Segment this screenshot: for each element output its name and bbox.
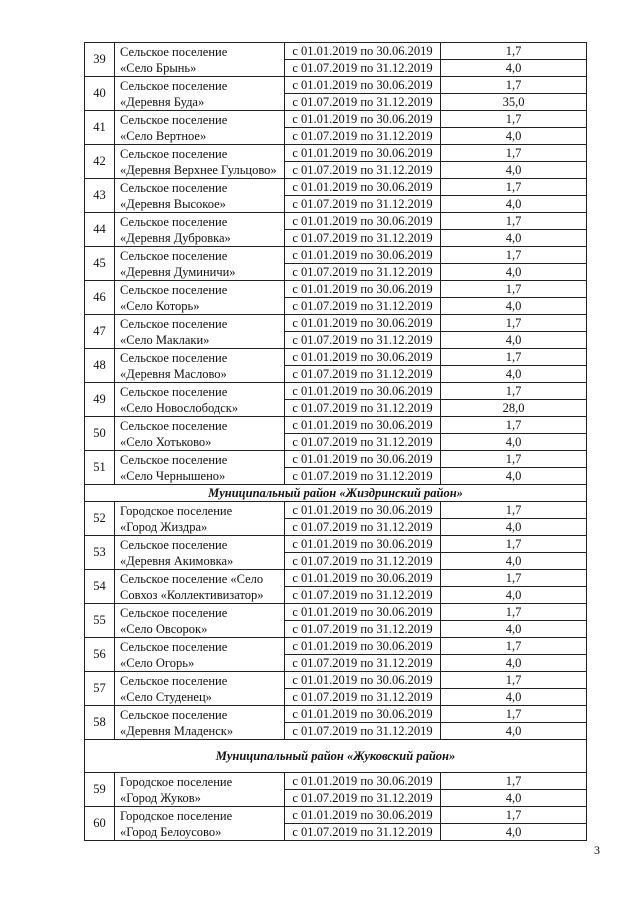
- settlement-title: «Город Жиздра»: [120, 519, 208, 534]
- settlement-title: «Город Белоусово»: [120, 824, 222, 839]
- period-first-half: с 01.01.2019 по 30.06.2019: [285, 349, 441, 366]
- settlement-name: [115, 349, 285, 383]
- row-number: 59: [85, 773, 115, 807]
- rate-first-half: 1,7: [441, 111, 587, 128]
- settlement-title: «Деревня Младенск»: [120, 723, 234, 738]
- settlement-type: Сельское поселение: [120, 146, 228, 161]
- table-row: [85, 247, 587, 264]
- rate-second-half: 4,0: [441, 790, 587, 807]
- rate-first-half: 1,7: [441, 43, 587, 60]
- settlement-type: Сельское поселение: [120, 605, 228, 620]
- rate-second-half: 4,0: [441, 230, 587, 247]
- rate-first-half: 1,7: [441, 247, 587, 264]
- rate-second-half: 35,0: [441, 94, 587, 111]
- settlement-type: Сельское поселение «Село: [120, 571, 264, 586]
- settlement-type: Городское поселение: [120, 808, 233, 823]
- table-row: [85, 536, 587, 553]
- table-row: [85, 604, 587, 621]
- table-row: [85, 807, 587, 824]
- period-first-half: с 01.01.2019 по 30.06.2019: [285, 77, 441, 94]
- settlement-name: [115, 570, 285, 604]
- settlement-type: Сельское поселение: [120, 418, 228, 433]
- rate-first-half: 1,7: [441, 807, 587, 824]
- row-number: 50: [85, 417, 115, 451]
- period-second-half: с 01.07.2019 по 31.12.2019: [285, 94, 441, 111]
- settlement-type: Сельское поселение: [120, 112, 228, 127]
- period-first-half: с 01.01.2019 по 30.06.2019: [285, 111, 441, 128]
- period-second-half: с 01.07.2019 по 31.12.2019: [285, 587, 441, 604]
- period-first-half: с 01.01.2019 по 30.06.2019: [285, 281, 441, 298]
- settlement-title: «Село Новослободск»: [120, 400, 239, 415]
- row-number: 40: [85, 77, 115, 111]
- settlement-name: [115, 247, 285, 281]
- table-body: [85, 43, 587, 841]
- row-number: 57: [85, 672, 115, 706]
- settlement-name: [115, 807, 285, 841]
- settlement-title: «Деревня Верхнее Гульцово»: [120, 162, 277, 177]
- settlement-name: [115, 383, 285, 417]
- rate-second-half: 4,0: [441, 128, 587, 145]
- settlement-title: «Деревня Думиничи»: [120, 264, 236, 279]
- settlement-name: [115, 604, 285, 638]
- row-number: 48: [85, 349, 115, 383]
- table-row: [85, 77, 587, 94]
- rate-first-half: 1,7: [441, 570, 587, 587]
- settlement-title: «Деревня Акимовка»: [120, 553, 234, 568]
- row-number: 56: [85, 638, 115, 672]
- tariff-table: [84, 42, 587, 841]
- settlement-type: Городское поселение: [120, 503, 233, 518]
- period-second-half: с 01.07.2019 по 31.12.2019: [285, 824, 441, 841]
- row-number: 47: [85, 315, 115, 349]
- section-title: Муниципальный район «Жуковский район»: [85, 740, 587, 773]
- rate-second-half: 4,0: [441, 553, 587, 570]
- row-number: 49: [85, 383, 115, 417]
- section-row: [85, 740, 587, 773]
- table-row: [85, 179, 587, 196]
- rate-second-half: 4,0: [441, 468, 587, 485]
- settlement-title: «Село Брынь»: [120, 60, 197, 75]
- settlement-type: Сельское поселение: [120, 673, 228, 688]
- table-row: [85, 281, 587, 298]
- settlement-name: [115, 145, 285, 179]
- table-row: [85, 638, 587, 655]
- period-second-half: с 01.07.2019 по 31.12.2019: [285, 298, 441, 315]
- table-row: [85, 43, 587, 60]
- settlement-type: Сельское поселение: [120, 214, 228, 229]
- row-number: 44: [85, 213, 115, 247]
- settlement-type: Сельское поселение: [120, 384, 228, 399]
- settlement-title: «Село Студенец»: [120, 689, 212, 704]
- settlement-title: «Село Которь»: [120, 298, 200, 313]
- settlement-title: «Село Огорь»: [120, 655, 195, 670]
- rate-second-half: 4,0: [441, 264, 587, 281]
- period-second-half: с 01.07.2019 по 31.12.2019: [285, 196, 441, 213]
- settlement-type: Сельское поселение: [120, 282, 228, 297]
- rate-second-half: 4,0: [441, 298, 587, 315]
- settlement-title: «Село Хотьково»: [120, 434, 212, 449]
- settlement-type: Сельское поселение: [120, 537, 228, 552]
- row-number: 42: [85, 145, 115, 179]
- period-second-half: с 01.07.2019 по 31.12.2019: [285, 434, 441, 451]
- settlement-type: Сельское поселение: [120, 180, 228, 195]
- period-first-half: с 01.01.2019 по 30.06.2019: [285, 451, 441, 468]
- settlement-title: Совхоз «Коллективизатор»: [120, 587, 264, 602]
- row-number: 55: [85, 604, 115, 638]
- settlement-name: [115, 638, 285, 672]
- settlement-title: «Село Маклаки»: [120, 332, 210, 347]
- table-row: [85, 383, 587, 400]
- rate-first-half: 1,7: [441, 536, 587, 553]
- rate-second-half: 4,0: [441, 332, 587, 349]
- period-first-half: с 01.01.2019 по 30.06.2019: [285, 638, 441, 655]
- period-second-half: с 01.07.2019 по 31.12.2019: [285, 790, 441, 807]
- row-number: 45: [85, 247, 115, 281]
- settlement-type: Сельское поселение: [120, 350, 228, 365]
- row-number: 60: [85, 807, 115, 841]
- table-row: [85, 111, 587, 128]
- rate-second-half: 4,0: [441, 655, 587, 672]
- rate-first-half: 1,7: [441, 179, 587, 196]
- row-number: 58: [85, 706, 115, 740]
- period-first-half: с 01.01.2019 по 30.06.2019: [285, 315, 441, 332]
- settlement-name: [115, 502, 285, 536]
- section-title: Муниципальный район «Жиздринский район»: [85, 485, 587, 502]
- rate-second-half: 4,0: [441, 587, 587, 604]
- settlement-name: [115, 451, 285, 485]
- row-number: 51: [85, 451, 115, 485]
- period-first-half: с 01.01.2019 по 30.06.2019: [285, 570, 441, 587]
- rate-first-half: 1,7: [441, 349, 587, 366]
- rate-first-half: 1,7: [441, 638, 587, 655]
- rate-first-half: 1,7: [441, 451, 587, 468]
- period-second-half: с 01.07.2019 по 31.12.2019: [285, 128, 441, 145]
- table-row: [85, 773, 587, 790]
- rate-first-half: 1,7: [441, 213, 587, 230]
- rate-second-half: 4,0: [441, 366, 587, 383]
- rate-first-half: 1,7: [441, 672, 587, 689]
- period-second-half: с 01.07.2019 по 31.12.2019: [285, 655, 441, 672]
- settlement-type: Сельское поселение: [120, 78, 228, 93]
- rate-first-half: 1,7: [441, 315, 587, 332]
- row-number: 53: [85, 536, 115, 570]
- period-first-half: с 01.01.2019 по 30.06.2019: [285, 179, 441, 196]
- period-second-half: с 01.07.2019 по 31.12.2019: [285, 60, 441, 77]
- settlement-type: Сельское поселение: [120, 248, 228, 263]
- period-first-half: с 01.01.2019 по 30.06.2019: [285, 502, 441, 519]
- rate-second-half: 4,0: [441, 519, 587, 536]
- rate-second-half: 4,0: [441, 60, 587, 77]
- table-row: [85, 315, 587, 332]
- period-first-half: с 01.01.2019 по 30.06.2019: [285, 807, 441, 824]
- rate-first-half: 1,7: [441, 706, 587, 723]
- row-number: 39: [85, 43, 115, 77]
- settlement-title: «Деревня Буда»: [120, 94, 205, 109]
- rate-second-half: 28,0: [441, 400, 587, 417]
- rate-first-half: 1,7: [441, 77, 587, 94]
- rate-first-half: 1,7: [441, 383, 587, 400]
- rate-second-half: 4,0: [441, 689, 587, 706]
- settlement-name: [115, 536, 285, 570]
- row-number: 46: [85, 281, 115, 315]
- rate-first-half: 1,7: [441, 417, 587, 434]
- period-first-half: с 01.01.2019 по 30.06.2019: [285, 247, 441, 264]
- settlement-name: [115, 315, 285, 349]
- row-number: 54: [85, 570, 115, 604]
- settlement-title: «Деревня Дубровка»: [120, 230, 231, 245]
- settlement-name: [115, 111, 285, 145]
- rate-second-half: 4,0: [441, 434, 587, 451]
- table-row: [85, 349, 587, 366]
- row-number: 41: [85, 111, 115, 145]
- settlement-title: «Деревня Маслово»: [120, 366, 227, 381]
- period-second-half: с 01.07.2019 по 31.12.2019: [285, 723, 441, 740]
- period-first-half: с 01.01.2019 по 30.06.2019: [285, 213, 441, 230]
- table-row: [85, 451, 587, 468]
- rate-first-half: 1,7: [441, 145, 587, 162]
- settlement-title: «Село Вертное»: [120, 128, 207, 143]
- rate-first-half: 1,7: [441, 281, 587, 298]
- rate-second-half: 4,0: [441, 162, 587, 179]
- settlement-type: Городское поселение: [120, 774, 233, 789]
- settlement-name: [115, 706, 285, 740]
- period-second-half: с 01.07.2019 по 31.12.2019: [285, 264, 441, 281]
- period-second-half: с 01.07.2019 по 31.12.2019: [285, 400, 441, 417]
- settlement-title: «Село Овсорок»: [120, 621, 208, 636]
- period-first-half: с 01.01.2019 по 30.06.2019: [285, 383, 441, 400]
- rate-second-half: 4,0: [441, 723, 587, 740]
- rate-first-half: 1,7: [441, 502, 587, 519]
- table-row: [85, 570, 587, 587]
- settlement-name: [115, 672, 285, 706]
- section-row: [85, 485, 587, 502]
- period-first-half: с 01.01.2019 по 30.06.2019: [285, 706, 441, 723]
- settlement-name: [115, 179, 285, 213]
- row-number: 52: [85, 502, 115, 536]
- period-second-half: с 01.07.2019 по 31.12.2019: [285, 519, 441, 536]
- settlement-title: «Село Чернышено»: [120, 468, 226, 483]
- table-row: [85, 145, 587, 162]
- settlement-name: [115, 773, 285, 807]
- row-number: 43: [85, 179, 115, 213]
- table-row: [85, 502, 587, 519]
- rate-second-half: 4,0: [441, 621, 587, 638]
- period-first-half: с 01.01.2019 по 30.06.2019: [285, 604, 441, 621]
- settlement-type: Сельское поселение: [120, 452, 228, 467]
- table-row: [85, 213, 587, 230]
- page-number: 3: [594, 843, 600, 857]
- period-second-half: с 01.07.2019 по 31.12.2019: [285, 332, 441, 349]
- period-first-half: с 01.01.2019 по 30.06.2019: [285, 417, 441, 434]
- period-second-half: с 01.07.2019 по 31.12.2019: [285, 553, 441, 570]
- settlement-name: [115, 281, 285, 315]
- settlement-name: [115, 213, 285, 247]
- rate-second-half: 4,0: [441, 196, 587, 213]
- settlement-title: «Деревня Высокое»: [120, 196, 226, 211]
- rate-second-half: 4,0: [441, 824, 587, 841]
- settlement-name: [115, 77, 285, 111]
- settlement-type: Сельское поселение: [120, 707, 228, 722]
- table-row: [85, 706, 587, 723]
- table-row: [85, 417, 587, 434]
- period-first-half: с 01.01.2019 по 30.06.2019: [285, 773, 441, 790]
- period-second-half: с 01.07.2019 по 31.12.2019: [285, 366, 441, 383]
- rate-first-half: 1,7: [441, 773, 587, 790]
- period-first-half: с 01.01.2019 по 30.06.2019: [285, 145, 441, 162]
- period-second-half: с 01.07.2019 по 31.12.2019: [285, 689, 441, 706]
- settlement-type: Сельское поселение: [120, 44, 228, 59]
- settlement-title: «Город Жуков»: [120, 790, 201, 805]
- period-second-half: с 01.07.2019 по 31.12.2019: [285, 230, 441, 247]
- period-first-half: с 01.01.2019 по 30.06.2019: [285, 672, 441, 689]
- period-first-half: с 01.01.2019 по 30.06.2019: [285, 43, 441, 60]
- rate-first-half: 1,7: [441, 604, 587, 621]
- settlement-type: Сельское поселение: [120, 639, 228, 654]
- settlement-name: [115, 417, 285, 451]
- period-second-half: с 01.07.2019 по 31.12.2019: [285, 468, 441, 485]
- period-second-half: с 01.07.2019 по 31.12.2019: [285, 621, 441, 638]
- period-first-half: с 01.01.2019 по 30.06.2019: [285, 536, 441, 553]
- table-row: [85, 672, 587, 689]
- period-second-half: с 01.07.2019 по 31.12.2019: [285, 162, 441, 179]
- settlement-type: Сельское поселение: [120, 316, 228, 331]
- settlement-name: [115, 43, 285, 77]
